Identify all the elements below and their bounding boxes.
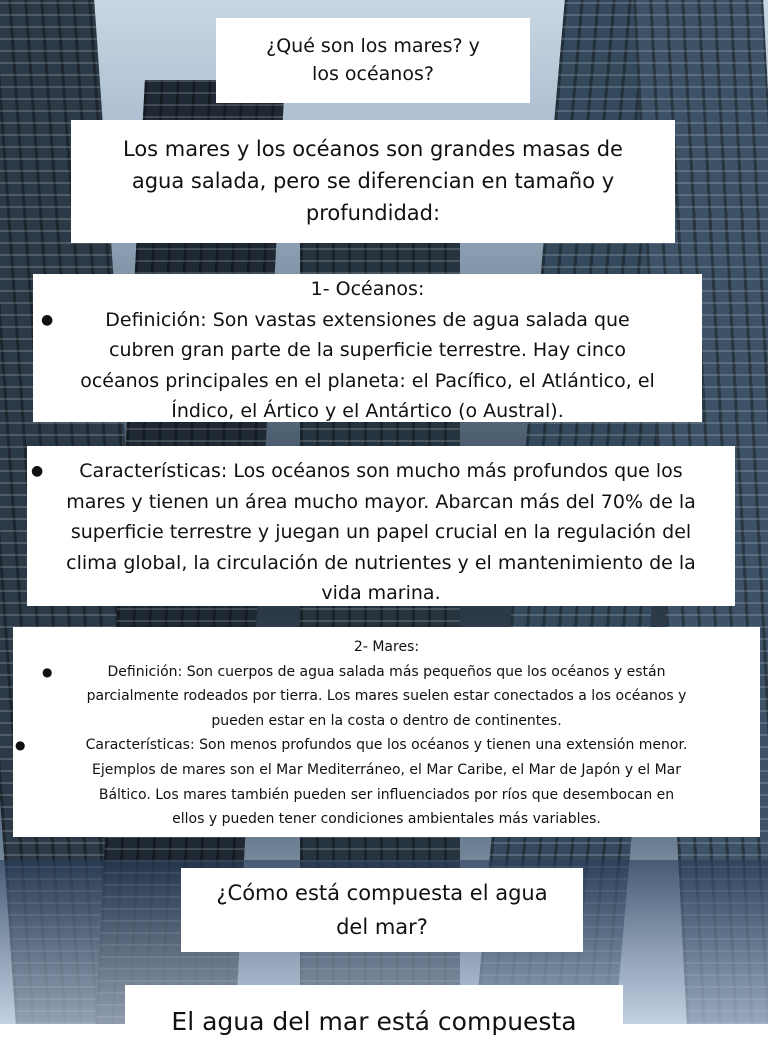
answer-partial-text: El agua del mar está compuesta	[171, 1007, 577, 1036]
bullet-dot: ●	[31, 463, 44, 479]
intro-line-3: profundidad:	[305, 201, 441, 225]
oceanos-def-line-1: Definición: Son vastas extensiones de agua salada que	[105, 308, 630, 331]
bullet-dot: ●	[41, 311, 54, 328]
oceanos-car-line-3: superficie terrestre y juegan un papel crucial en la regulación del	[70, 521, 692, 544]
answer-partial-box	[125, 985, 623, 1045]
oceanos-car-line-1: Características: Los océanos son mucho más profundos que los	[79, 460, 683, 482]
question-oceanos-mares-box	[216, 18, 530, 103]
mares-def-line-2: parcialmente rodeados por tierra. Los mares suelen estar conectados a los océanos y	[86, 688, 687, 705]
oceanos-car-line-5: vida marina.	[321, 582, 441, 605]
bullet-dot: ●	[42, 664, 53, 679]
oceanos-car-line-2: mares y tienen un área mucho mayor. Abarcan más del 70% de la	[66, 490, 696, 513]
mares-car-line-3: Báltico. Los mares también pueden ser influenciados por ríos que desembocan en	[98, 786, 675, 803]
intro-line-1: Los mares y los océanos son grandes masas de	[123, 137, 623, 161]
question-line-1: ¿Qué son los mares? y	[266, 35, 480, 57]
mares-definition-item	[13, 660, 760, 734]
oceanos-def-line-4: Índico, el Ártico y el Antártico (o Austral).	[171, 400, 564, 422]
oceanos-car-line-4: clima global, la circulación de nutrientes y el mantenimiento de la	[66, 551, 696, 574]
intro-box	[71, 120, 675, 243]
oceanos-heading: 1- Océanos:	[310, 278, 425, 300]
oceanos-caracteristicas-item	[27, 456, 735, 609]
bullet-dot: ●	[15, 738, 26, 753]
intro-line-2: agua salada, pero se diferencian en tamaño y	[131, 169, 615, 193]
mares-car-line-1: Características: Son menos profundos que los océanos y tienen una extensión menor.	[85, 737, 688, 754]
question-line-2: los océanos?	[312, 63, 434, 85]
question-composicion-box	[181, 868, 583, 952]
mares-car-line-4: ellos y pueden tener condiciones ambientales más variables.	[172, 811, 601, 828]
mares-def-line-1: Definición: Son cuerpos de agua salada más pequeños que los océanos y están	[107, 663, 666, 680]
mares-heading: 2- Mares:	[353, 639, 420, 655]
oceanos-definition-box	[33, 274, 702, 422]
mares-box	[13, 627, 760, 837]
mares-def-line-3: pueden estar en la costa o dentro de continentes.	[211, 712, 562, 729]
mares-caracteristicas-item	[13, 733, 760, 831]
oceanos-definition-item	[33, 305, 702, 427]
question2-line-1: ¿Cómo está compuesta el agua	[216, 881, 548, 905]
oceanos-def-line-2: cubren gran parte de la superficie terrestre. Hay cinco	[109, 339, 626, 361]
mares-car-line-2: Ejemplos de mares son el Mar Mediterráneo, el Mar Caribe, el Mar de Japón y el Mar	[92, 761, 681, 778]
oceanos-def-line-3: océanos principales en el planeta: el Pacífico, el Atlántico, el	[80, 369, 655, 392]
oceanos-caracteristicas-box	[27, 446, 735, 606]
question2-line-2: del mar?	[336, 915, 428, 939]
